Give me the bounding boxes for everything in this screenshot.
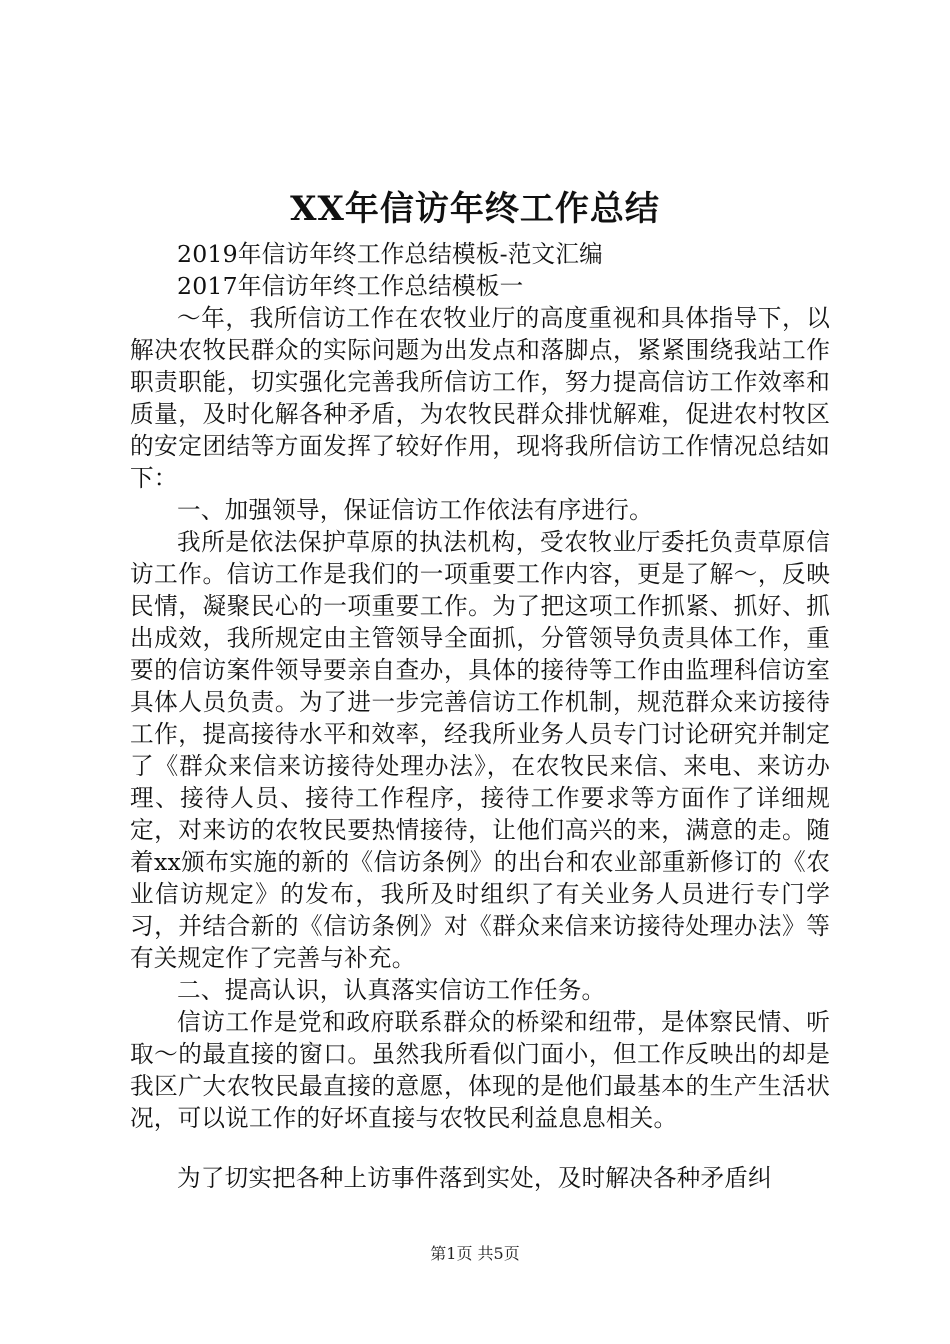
page-footer: 第1页 共5页: [430, 1244, 520, 1263]
subtitle-line: 2017年信访年终工作总结模板一: [177, 272, 524, 300]
subtitle-line: 2019年信访年终工作总结模板-范文汇编: [177, 240, 603, 268]
document-body: [130, 238, 830, 1194]
paragraph: 我所是依法保护草原的执法机构，受农牧业厅委托负责草原信访工作。信访工作是我们的一项重要工作内容，更是了解～，反映民情，凝聚民心的一项重要工作。为了把这项工作抓紧、抓好、抓出成效，我所规定由主管领导全面抓，分管领导负责具体工作，重要的信访案件领导要亲自查办，具体的接待等工作由监理科信访室具体人员负责。为了进一步完善信访工作机制，规范群众来访接待工作，提高接待水平和效率，经我所业务人员专门讨论研究并制定了《群众来信来访接待处理办法》，在农牧民来信、来电、来访办理、接待人员、接待工作程序，接待工作要求等方面作了详细规定，对来访的农牧民要热情接待，让他们高兴的来，满意的走。随着xx颁布实施的新的《信访条例》的出台和农业部重新修订的《农业信访规定》的发布，我所及时组织了有关业务人员进行专门学习，并结合新的《信访条例》对《群众来信来访接待处理办法》等有关规定作了完善与补充。: [130, 528, 830, 972]
paragraph-gap: [130, 1134, 830, 1162]
section-heading: 二、提高认识，认真落实信访工作任务。: [177, 976, 606, 1004]
section-heading: 一、加强领导，保证信访工作依法有序进行。: [177, 496, 653, 524]
paragraph: 信访工作是党和政府联系群众的桥梁和纽带，是体察民情、听取～的最直接的窗口。虽然我所看似门面小，但工作反映出的却是我区广大农牧民最直接的意愿，体现的是他们最基本的生产生活状况，可以说工作的好坏直接与农牧民利益息息相关。: [130, 1008, 830, 1132]
paragraph: 为了切实把各种上访事件落到实处，及时解决各种矛盾纠: [177, 1164, 772, 1192]
document-title: XX年信访年终工作总结: [290, 189, 660, 229]
paragraph: ～年，我所信访工作在农牧业厅的高度重视和具体指导下，以解决农牧民群众的实际问题为出发点和落脚点，紧紧围绕我站工作职责职能，切实强化完善我所信访工作，努力提高信访工作效率和质量，及时化解各种矛盾，为农牧民群众排忧解难，促进农村牧区的安定团结等方面发挥了较好作用，现将我所信访工作情况总结如下：: [130, 304, 830, 492]
